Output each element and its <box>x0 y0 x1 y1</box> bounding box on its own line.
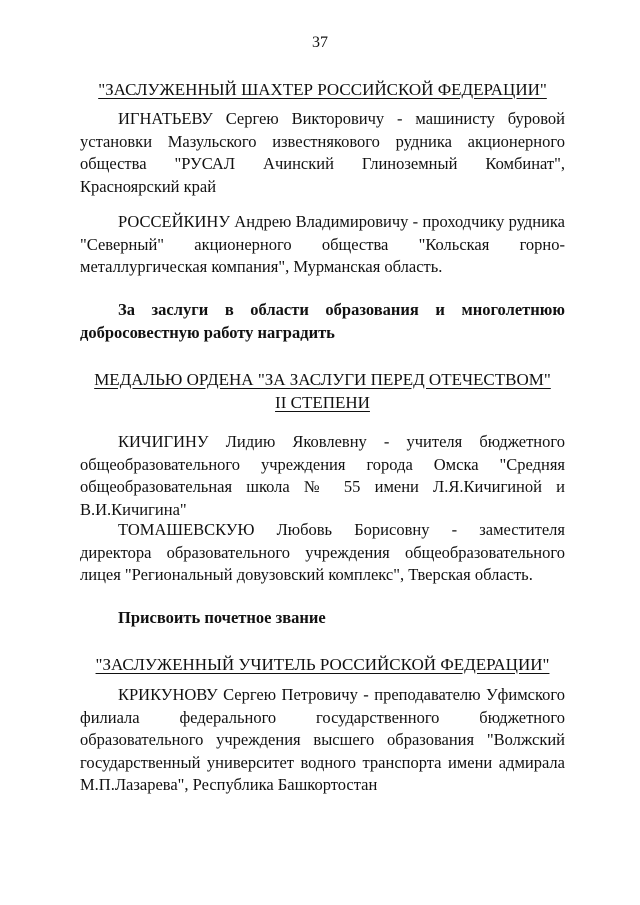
award-paragraph-rosseykin <box>80 211 565 279</box>
awardee-description: - учителя бюджетного общеобразовательного учреждения города Омска "Средняя общеобразовательная школа № 55 имени Л.Я.Кичигиной и В.И.Кичигина" <box>80 432 565 519</box>
heading-medal-line-1: МЕДАЛЬЮ ОРДЕНА "ЗА ЗАСЛУГИ ПЕРЕД ОТЕЧЕСТВОМ" <box>94 370 551 389</box>
heading-honored-teacher-text: "ЗАСЛУЖЕННЫЙ УЧИТЕЛЬ РОССИЙСКОЙ ФЕДЕРАЦИИ" <box>95 655 550 674</box>
page-number: 37 <box>312 34 328 51</box>
award-paragraph-krikunov <box>80 684 565 797</box>
awardee-name: ИГНАТЬЕВУ Сергею Викторовичу <box>118 109 385 128</box>
awardee-name: РОССЕЙКИНУ Андрею Владимировичу <box>118 212 409 231</box>
award-paragraph-ignatyev <box>80 108 565 198</box>
decree-title-text: Присвоить почетное звание <box>118 608 326 627</box>
decree-education-text: За заслуги в области образования и многолетнюю добросовестную работу наградить <box>80 300 565 342</box>
awardee-name: КИЧИГИНУ Лидию Яковлевну <box>118 432 367 451</box>
heading-medal-order <box>80 368 565 414</box>
heading-honored-miner <box>80 78 565 101</box>
awardee-description: - машинисту буровой установки Мазульского известнякового рудника акционерного общества "РУСАЛ Ачинский Глиноземный Комбинат", Красноярский край <box>80 109 565 196</box>
decree-education-paragraph <box>80 299 565 344</box>
awardee-name: ТОМАШЕВСКУЮ Любовь Борисовну <box>118 520 430 539</box>
award-paragraph-tomashevskaya <box>80 519 565 587</box>
awardee-description: - проходчику рудника "Северный" акционерного общества "Кольская горно-металлургическая компания", Мурманская область. <box>80 212 565 277</box>
awardee-description: - заместителя директора образовательного учреждения общеобразовательного лицея "Региональный довузовский комплекс", Тверская область. <box>80 520 565 585</box>
heading-honored-teacher <box>80 653 565 676</box>
heading-medal-line-2: II СТЕПЕНИ <box>275 393 370 412</box>
awardee-description: - преподавателю Уфимского филиала федерального государственного бюджетного образовательного учреждения высшего образования "Волжский государственный университет водного транспорта имени адмирала М.П.Лазарева", Республика Башкортостан <box>80 685 565 795</box>
awardee-name: КРИКУНОВУ Сергею Петровичу <box>118 685 358 704</box>
heading-honored-miner-text: "ЗАСЛУЖЕННЫЙ ШАХТЕР РОССИЙСКОЙ ФЕДЕРАЦИИ" <box>98 80 547 99</box>
award-paragraph-kichigina <box>80 431 565 521</box>
decree-title-paragraph <box>80 607 565 630</box>
